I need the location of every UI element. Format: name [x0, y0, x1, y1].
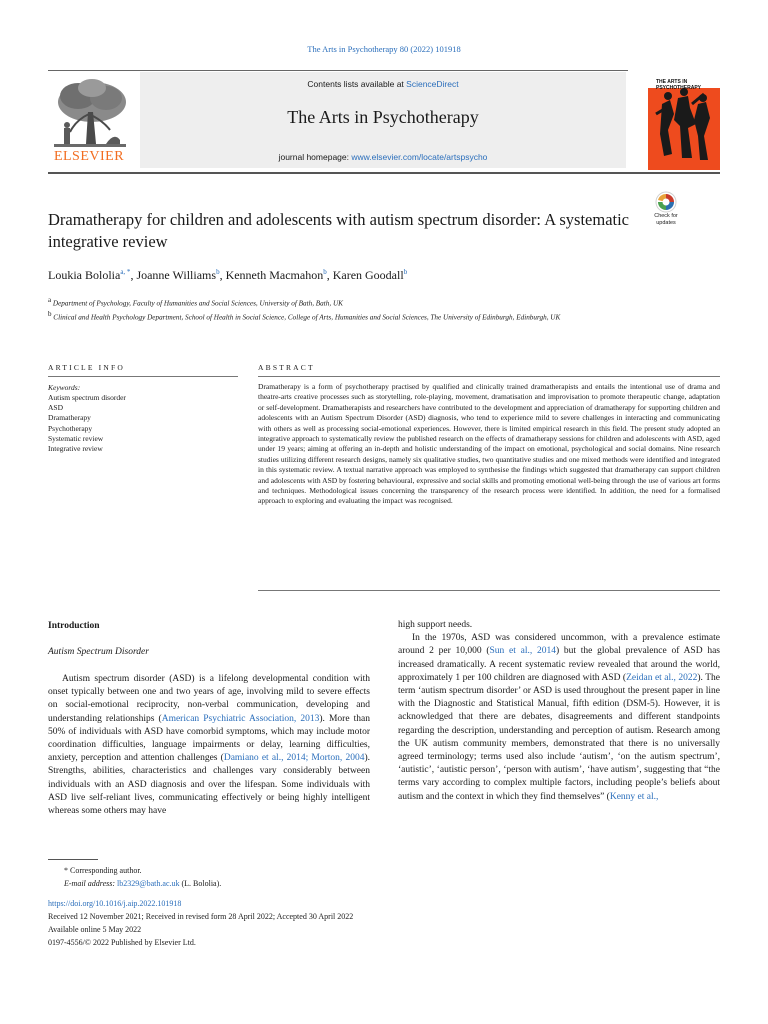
email-label: E-mail address:: [64, 879, 116, 888]
intro-paragraph-2: [398, 632, 720, 804]
affiliation-a-mark: a: [48, 296, 52, 304]
journal-homepage-line: [140, 152, 626, 162]
keyword-item: ASD: [48, 403, 64, 413]
abstract-text: Dramatherapy is a form of psychotherapy practised by qualified and clinically trained dramatherapists and entails the intentional use of drama and theatre-arts creative processes such as storytelling, role-playing, movement, dramatisation and improvisation to promote therapeutic change, adaptation or self-development. Dramatherapists and researchers have contributed to the development and appreciation of dramatherapy for supporting children and adolescents with an Autism Spectrum Disorder (ASD) diagnosis, who tend to experience mild to severe challenges in interacting and communicating with others as well as processing social-emotional experiences. However, there is limited empirical research in this field. The present study adopted an integrative approach to systematically review the published research on the effects of dramatherapy sessions for children and adolescents with ASD, aged under 19 years; aiming at offering an in-depth and holistic understanding of the impact on emotional, psychological and social domains. Nine research studies utilizing different research designs, namely six qualitative studies, two quantitative studies and one mixed methods were identified and integrated in this systematic review. A textual narrative approach was employed to synthesise the findings which suggested that dramatherapy can support children and adolescents with ASD by fostering behavioural, expressive and social skills and promoting emotional well-being through the use of various art forms and techniques. Methodological issues concerning the transparency of the research process were identified. In addition, the need for a formalised approach to exploring and evaluating the impact was recognised.: [258, 382, 720, 506]
journal-homepage-link[interactable]: www.elsevier.com/locate/artspsycho: [351, 152, 488, 162]
article-title: Dramatherapy for children and adolescents with autism spectrum disorder: A systematic integrative review: [48, 210, 630, 251]
check-for-updates-icon[interactable]: [648, 190, 684, 234]
affiliation-a: [48, 295, 648, 309]
abstract-rule-top: [258, 376, 720, 377]
keyword-item: Dramatherapy: [48, 413, 91, 423]
keyword-item: Systematic review: [48, 433, 104, 443]
elsevier-wordmark: ELSEVIER: [53, 149, 125, 164]
intro-paragraph-1-end: high support needs.: [398, 620, 473, 630]
citation-apa-2013[interactable]: American Psychiatric Association, 2013: [161, 713, 320, 724]
contents-prefix: Contents lists available at: [307, 79, 407, 89]
affiliation-b-text: Clinical and Health Psychology Department, School of Health in Social Science, College of Arts, Humanities and Social Sciences, The University of Edinburgh, Edinburgh, UK: [53, 313, 561, 322]
abstract-heading: ABSTRACT: [258, 363, 315, 372]
email-link[interactable]: lb2329@bath.ac.uk: [117, 879, 180, 888]
check-for-updates-label[interactable]: Check for updates: [654, 213, 678, 226]
citation-damiano-morton[interactable]: Damiano et al., 2014; Morton, 2004: [223, 753, 365, 764]
asd-subheading: Autism Spectrum Disorder: [48, 647, 149, 657]
author-4-affiliation-mark[interactable]: b: [403, 268, 408, 276]
author-3[interactable]: Kenneth Macmahon: [225, 268, 324, 282]
email-note: [64, 879, 221, 888]
para2-text-3: ). The term ‘autism spectrum disorder’ or ASD is used throughout the present paper in line with the Diagnostic and Statistical Manual, fifth edition (DSM-5). However, it is acknowledged that there are debates, disagreements and different standpoints regarding the description, understanding and perception of autism. Research among the UK autism community members, demonstrated that there is no universally agreed terminology; terms used also include ‘autism’, ‘on the autism spectrum’, ‘autistic’, ‘autistic person’, ‘person with autism’, ‘have autism’, suggesting that “the terms vary according to complex multiple factors, including people’s beliefs about autism and the context in which they find themselves” (: [398, 672, 720, 802]
para2-text-2: ) but the global prevalence of ASD has increased dramatically. A recent systematic review revealed that around the world, approximately 1 per 100 children are diagnosed with ASD (: [398, 646, 720, 683]
citation-zeidan-2022[interactable]: Zeidan et al., 2022: [626, 672, 698, 683]
online-date: Available online 5 May 2022: [48, 925, 142, 934]
author-3-affiliation-mark[interactable]: b: [323, 268, 327, 276]
affiliation-a-text: Department of Psychology, Faculty of Humanities and Social Sciences, University of Bath, Bath, UK: [52, 299, 343, 308]
issn-copyright: 0197-4556/© 2022 Published by Elsevier Ltd.: [48, 938, 196, 947]
abstract-rule-bottom: [258, 590, 720, 591]
header-rule-bottom: [48, 172, 720, 174]
corresponding-author-note: * Corresponding author.: [64, 866, 142, 875]
journal-citation-line[interactable]: The Arts in Psychotherapy 80 (2022) 101918: [307, 44, 461, 54]
author-4[interactable]: Karen Goodall: [332, 268, 404, 282]
keyword-item: Autism spectrum disorder: [48, 393, 126, 402]
affiliation-b-mark: b: [48, 309, 52, 318]
right-column: [398, 619, 720, 804]
affiliation-b: [48, 309, 648, 323]
received-dates: Received 12 November 2021; Received in revised form 28 April 2022; Accepted 30 April 2022: [48, 912, 354, 921]
journal-title: The Arts in Psychotherapy: [287, 107, 479, 127]
keyword-item: Psychotherapy: [48, 423, 93, 433]
author-1[interactable]: Loukia Bololia: [48, 268, 121, 282]
author-2-affiliation-mark[interactable]: b: [216, 268, 220, 276]
article-info-rule: [48, 376, 238, 377]
contents-available-line: [140, 79, 626, 89]
keywords-label: Keywords:: [48, 383, 81, 392]
email-suffix: (L. Bololia).: [179, 879, 222, 888]
author-list: Loukia Bololia$^{a, *}$, Joanne Williams$^b$, Kenneth Macmahon$^b$, Karen Goodall$^b$: [48, 268, 408, 282]
header-rule-top: [48, 70, 628, 71]
introduction-heading: Introduction: [48, 621, 100, 631]
intro-text-3: ). Strengths, abilities, characteristics and challenges vary considerably between individuals with an ASD diagnosis and over the lifespan. Some individuals with ASD live self-reliant lives, communicating effectively or being highly intelligent whereas some others may have: [48, 753, 370, 817]
intro-paragraph-1: [48, 673, 370, 818]
homepage-prefix: journal homepage:: [278, 152, 352, 162]
citation-sun-2014[interactable]: Sun et al., 2014: [489, 646, 556, 657]
affiliations: [48, 295, 648, 323]
cover-journal-label: THE ARTS IN PSYCHOTHERAPY: [656, 79, 702, 91]
footnote-rule: [48, 859, 98, 860]
keyword-item: Integrative review: [48, 444, 103, 454]
author-2[interactable]: Joanne Williams: [136, 268, 217, 282]
sciencedirect-link[interactable]: ScienceDirect: [406, 79, 459, 89]
intro-text-1: Autism spectrum disorder (ASD) is a lifelong developmental condition with onset typically between one and two years of age, involving mild to severe effects on social-emotional reciprocity, non-verbal communication, developing and understanding relationships (: [48, 674, 370, 724]
para2-text-1: In the 1970s, ASD was considered uncommon, with a prevalence estimate around 2 per 10,000 (: [398, 633, 720, 657]
author-1-affiliation-mark[interactable]: a, *: [120, 268, 131, 276]
intro-text-2: ). More than 50% of individuals with ASD have comorbid symptoms, which may include motor coordination difficulties, language impairments or delay, learning difficulties, anxiety, perception and attention challenges (: [48, 713, 371, 764]
citation-kenny[interactable]: Kenny et al.,: [609, 791, 659, 802]
doi-link[interactable]: https://doi.org/10.1016/j.aip.2022.101918: [48, 899, 182, 908]
article-info-heading: ARTICLE INFO: [48, 363, 125, 372]
keywords-list: [48, 393, 126, 454]
